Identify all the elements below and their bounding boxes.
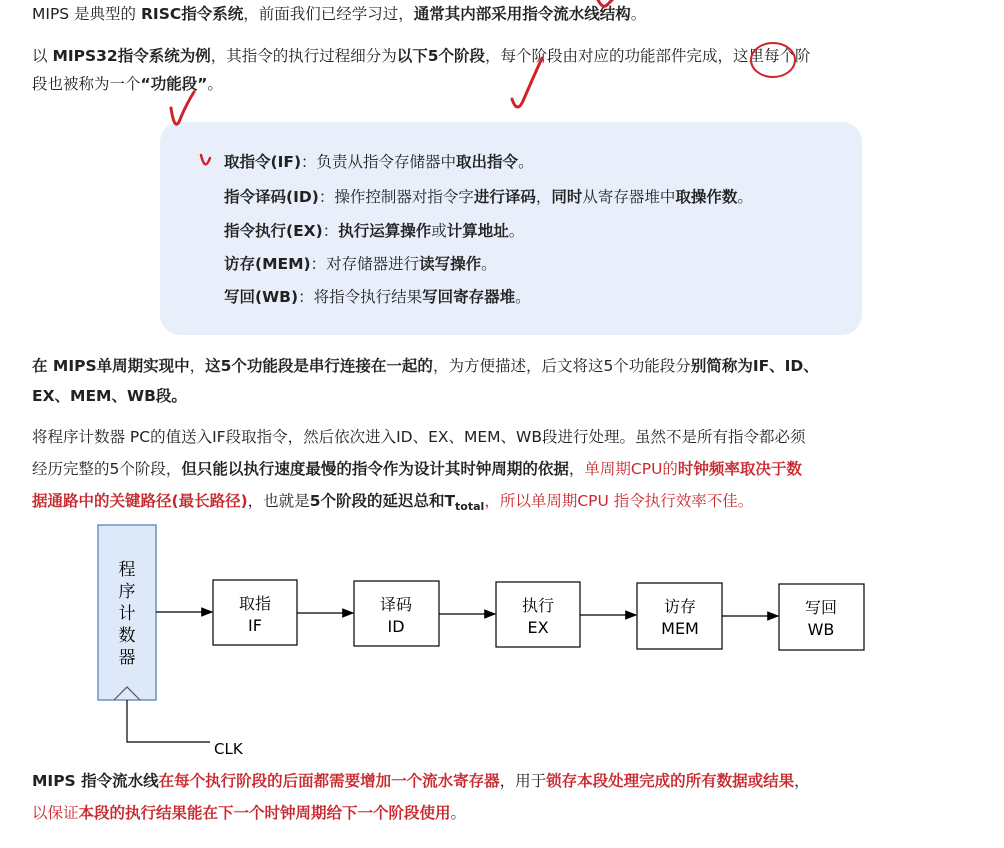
- text-run: ，也就是: [247, 492, 310, 510]
- text-run: 将程序计数器 PC的值送入IF段取指令，然后依次进入ID、EX、MEM、WB段进行处理。虽然不是所有指令都必须: [32, 428, 806, 446]
- stage-box-label: 访存: [663, 597, 697, 616]
- stage-box-label: MEM: [661, 619, 699, 638]
- text-run: 访存(MEM): [224, 255, 311, 273]
- stage-item-mem: [224, 252, 497, 276]
- text-run: 在 MIPS单周期实现中: [32, 357, 190, 375]
- text-run: 同时: [551, 188, 583, 206]
- middle-line-4: [32, 457, 802, 481]
- pc-char: 计: [118, 604, 136, 624]
- text-run: 在每个执行阶段的后面都需要增加一个流水寄存器: [158, 772, 500, 790]
- stage-box-wb: [779, 584, 864, 650]
- middle-line-5: [32, 489, 753, 519]
- text-run: 单周期CPU的: [584, 460, 678, 478]
- stage-box-label: EX: [527, 618, 549, 637]
- text-run: 。: [508, 222, 525, 240]
- text-run: RISC指令系统: [141, 5, 244, 23]
- stage-box-label: 执行: [521, 596, 555, 615]
- text-run: 据通路中的关键路径(最长路径): [32, 492, 248, 510]
- text-run: 这5个功能段是串行连接在一起的: [205, 357, 433, 375]
- stage-item-id: [224, 185, 753, 209]
- check-mark-left: [171, 92, 194, 124]
- stage-box-label: IF: [248, 616, 262, 635]
- text-run: 。: [737, 188, 753, 206]
- pc-char: 程: [118, 560, 136, 580]
- text-run: 取指令(IF): [224, 153, 302, 171]
- text-run: MIPS32指令系统为例: [52, 47, 211, 65]
- middle-line-2: [32, 384, 187, 408]
- text-run: 写回(WB): [224, 288, 299, 306]
- text-run: 。: [481, 255, 497, 273]
- text-run: 以保证: [32, 804, 79, 822]
- text-run: 或: [431, 222, 447, 240]
- text-run: 别简称为IF、ID、: [690, 357, 819, 375]
- text-run: ，所以单周期CPU 指令执行效率不佳。: [484, 492, 754, 510]
- text-run: ，为方便描述，后文将这5个功能段分: [432, 357, 691, 375]
- middle-line-1: [32, 354, 819, 378]
- text-run: 锁存本段处理完成的所有数据或结果: [546, 772, 795, 790]
- pc-char: 器: [118, 648, 136, 668]
- text-run: ，: [189, 357, 206, 375]
- stage-box-label: 取指: [238, 594, 272, 613]
- text-run: ：对存储器进行: [310, 255, 420, 273]
- text-run: 5个阶段的延迟总和T: [309, 492, 456, 510]
- intro-line-1: [32, 2, 646, 26]
- text-run: ，: [794, 772, 810, 790]
- pipeline-diagram: [90, 520, 890, 760]
- text-run: ：将指令执行结果: [298, 288, 423, 306]
- text-run: MIPS 是典型的: [32, 5, 141, 23]
- text-run: total: [455, 500, 485, 514]
- text-run: 取出指令: [456, 153, 519, 171]
- text-run: 通常其内部采用指令流水线结构: [413, 5, 631, 23]
- text-run: 。: [630, 5, 647, 23]
- text-run: 以: [32, 47, 53, 65]
- text-run: ：负责从指令存储器中: [301, 153, 457, 171]
- stage-item-if: [224, 150, 534, 174]
- text-run: 。: [518, 153, 534, 171]
- text-run: 写回寄存器堆: [422, 288, 516, 306]
- text-run: 从寄存器堆中: [582, 188, 676, 206]
- text-run: ，其指令的执行过程细分为: [210, 47, 397, 65]
- text-run: ：操作控制器对指令字: [318, 188, 474, 206]
- text-run: ，: [568, 460, 585, 478]
- text-run: 经历完整的5个阶段，: [32, 460, 182, 478]
- bottom-line-2: [32, 801, 466, 825]
- text-run: 本段的执行结果能在下一个时钟周期给下一个阶段使用: [78, 804, 451, 822]
- text-run: 指令译码(ID): [224, 188, 319, 206]
- text-run: ，前面我们已经学习过，: [243, 5, 414, 23]
- text-run: ，每个阶段由对应的功能部件完成，这里每个阶: [485, 47, 811, 65]
- stage-box-label: ID: [387, 617, 405, 636]
- clk-wire: [127, 700, 210, 742]
- middle-line-3: [32, 425, 806, 449]
- stage-callout-box: [160, 122, 862, 335]
- text-run: EX、MEM、WB段。: [32, 387, 187, 405]
- text-run: ，用于: [499, 772, 547, 790]
- text-run: 段也被称为一个: [32, 75, 141, 93]
- text-run: 取操作数: [675, 188, 738, 206]
- intro-line-3: [32, 72, 223, 96]
- text-run: 。: [515, 288, 531, 306]
- text-run: 。: [207, 75, 223, 93]
- clk-label: CLK: [214, 740, 243, 758]
- stage-box-label: 译码: [379, 595, 413, 614]
- text-run: 以下5个阶段: [396, 47, 486, 65]
- bottom-line-1: [32, 769, 810, 793]
- stage-box-label: 写回: [804, 598, 838, 617]
- text-run: ，: [535, 188, 552, 206]
- text-run: 时钟频率取决于数: [677, 460, 802, 478]
- text-run: ：: [322, 222, 339, 240]
- stage-item-ex: [224, 219, 524, 243]
- pc-char: 数: [118, 626, 136, 646]
- text-run: 计算地址: [446, 222, 509, 240]
- text-run: 进行译码: [473, 188, 536, 206]
- text-run: 但只能以执行速度最慢的指令作为设计其时钟周期的依据: [181, 460, 569, 478]
- stage-box-mem: [637, 583, 722, 649]
- text-run: “功能段”: [140, 75, 208, 93]
- text-run: 指令执行(EX): [224, 222, 323, 240]
- stage-item-wb: [224, 285, 531, 309]
- intro-line-2: [32, 44, 811, 68]
- stage-box-label: WB: [807, 620, 835, 639]
- text-run: 。: [450, 804, 467, 822]
- text-run: MIPS 指令流水线: [32, 772, 159, 790]
- text-run: 读写操作: [419, 255, 482, 273]
- text-run: 执行运算操作: [338, 222, 432, 240]
- pc-char: 序: [118, 582, 136, 602]
